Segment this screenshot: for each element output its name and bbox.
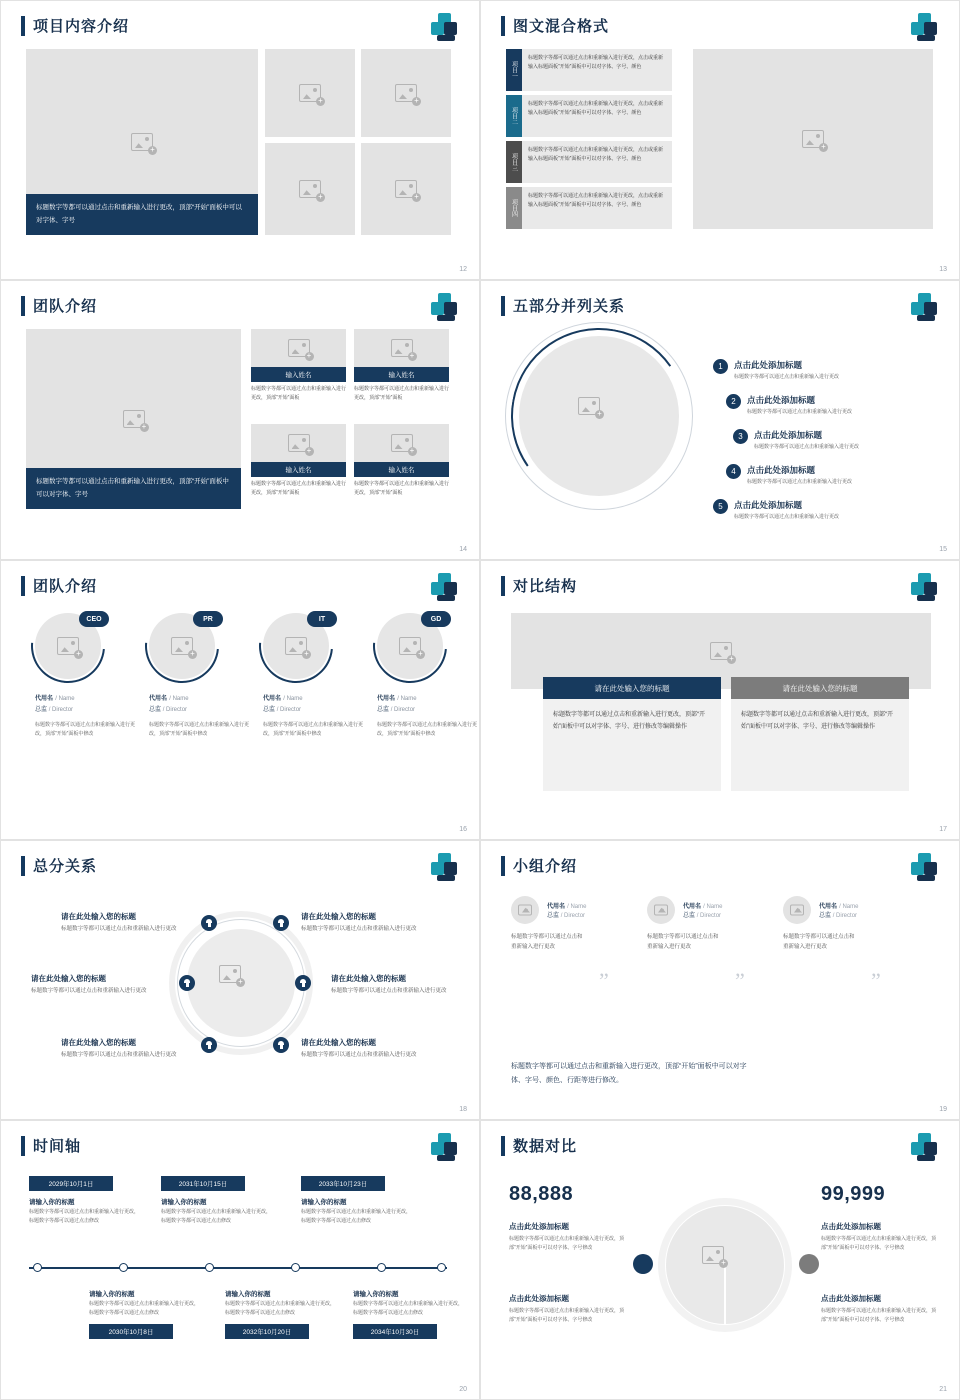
timeline-item-bottom[interactable] xyxy=(353,1289,465,1339)
main-image-placeholder[interactable] xyxy=(693,49,933,229)
row-text: 标题数字等都可以通过点击和重新输入进行更改，点击或重新输入标题面板“开始”面板中可以对字体、字号、颜色 xyxy=(522,187,672,229)
list-item[interactable] xyxy=(713,359,839,381)
member-desc: 标题数字等都可以通过点击和重新输入进行更改，顶部“开始”面板 xyxy=(354,481,450,496)
title-accent-bar xyxy=(501,856,505,876)
node-icon xyxy=(201,1037,217,1053)
slide-18[interactable] xyxy=(0,840,480,1120)
callout[interactable] xyxy=(31,973,151,997)
timeline-title: 请输入你的标题 xyxy=(89,1291,135,1298)
person-name: 代用名 / Name xyxy=(683,904,723,910)
timeline-title: 请输入你的标题 xyxy=(29,1199,75,1206)
thumb-image-2[interactable] xyxy=(361,49,451,137)
item-desc: 标题数字等都可以通过点击和重新输入进行更改 xyxy=(754,444,860,450)
brand-logo-icon xyxy=(911,1133,941,1163)
person-card[interactable] xyxy=(149,613,249,739)
avatar[interactable] xyxy=(647,896,675,924)
image-placeholder-icon: + xyxy=(285,637,307,655)
item-desc: 标题数字等都可以通过点击和重新输入进行更改，顶部“开始”面板中可以对字体、字号修改 xyxy=(509,1308,625,1323)
brand-logo-icon xyxy=(431,573,461,603)
slide-title: 五部分并列关系 xyxy=(501,295,625,316)
slide-title: 时间轴 xyxy=(21,1135,81,1156)
right-item-2[interactable] xyxy=(821,1293,941,1325)
team-card[interactable] xyxy=(251,424,346,498)
timeline-date: 2029年10月1日 xyxy=(29,1176,113,1191)
timeline-desc: 标题数字等都可以通过点击和重新输入进行更改，标题数字等都可以通过点击修改 xyxy=(29,1209,140,1224)
group-card[interactable] xyxy=(783,896,913,993)
left-stat xyxy=(509,1183,629,1206)
timeline-date: 2032年10月20日 xyxy=(225,1324,309,1339)
callout-title: 请在此处输入您的标题 xyxy=(331,974,406,983)
left-marker-icon xyxy=(633,1254,653,1274)
left-item-2[interactable] xyxy=(509,1293,629,1325)
content-box-right: 标题数字等都可以通过点击和重新输入进行更改，顶部“开始”面板中可以对字体、字号、进行修改等编辑操作 xyxy=(731,699,909,791)
right-item-1[interactable] xyxy=(821,1221,941,1253)
node-icon xyxy=(273,1037,289,1053)
person-role: 总监 / Director xyxy=(35,707,74,713)
list-item[interactable] xyxy=(713,499,839,521)
team-card[interactable] xyxy=(354,424,449,498)
image-placeholder-icon: + xyxy=(219,965,241,983)
item-title: 点击此处添加标题 xyxy=(747,395,816,405)
timeline-date: 2034年10月30日 xyxy=(353,1324,437,1339)
person-avatar[interactable] xyxy=(149,613,215,679)
image-placeholder-icon: + xyxy=(395,180,417,198)
person-name: 代用名 / Name xyxy=(819,904,859,910)
row-label: 项目二 xyxy=(506,95,522,137)
item-title: 点击此处添加标题 xyxy=(509,1222,569,1231)
card-desc: 标题数字等都可以通过点击和重新输入进行更改 xyxy=(647,934,719,951)
timeline-item-top[interactable] xyxy=(29,1176,139,1226)
group-card[interactable] xyxy=(511,896,641,993)
item-desc: 标题数字等都可以通过点击和重新输入进行更改 xyxy=(734,514,840,520)
item-desc: 标题数字等都可以通过点击和重新输入进行更改 xyxy=(747,479,853,485)
timeline-node xyxy=(437,1263,446,1272)
thumb-image-1[interactable] xyxy=(265,49,355,137)
page-number: 20 xyxy=(459,1386,467,1393)
slide-13[interactable] xyxy=(480,0,960,280)
timeline-node xyxy=(33,1263,42,1272)
title-accent-bar xyxy=(501,296,505,316)
timeline-item-bottom[interactable] xyxy=(89,1289,201,1339)
callout-desc: 标题数字等都可以通过点击和重新输入进行更改 xyxy=(61,926,177,932)
role-badge: GD xyxy=(421,611,451,627)
slide-12[interactable] xyxy=(0,0,480,280)
card-desc: 标题数字等都可以通过点击和重新输入进行更改 xyxy=(511,934,583,951)
person-avatar[interactable] xyxy=(263,613,329,679)
team-card[interactable] xyxy=(354,329,449,403)
main-caption: 标题数字等都可以通过点击和重新输入进行更改，顶部“开始”面板中可以对字体、字号 xyxy=(26,468,241,509)
list-item[interactable] xyxy=(733,429,859,451)
timeline-item-bottom[interactable] xyxy=(225,1289,337,1339)
item-desc: 标题数字等都可以通过点击和重新输入进行更改，顶部“开始”面板中可以对字体、字号修改 xyxy=(821,1308,937,1323)
person-card[interactable] xyxy=(35,613,135,739)
list-item[interactable] xyxy=(726,464,852,486)
callout-desc: 标题数字等都可以通过点击和重新输入进行更改 xyxy=(61,1052,177,1058)
image-placeholder-icon: + xyxy=(702,1246,724,1264)
main-image-placeholder[interactable] xyxy=(26,49,258,235)
image-placeholder-icon xyxy=(790,905,804,916)
left-number: 88,888 xyxy=(509,1183,574,1205)
page-number: 17 xyxy=(939,826,947,833)
brand-logo-icon xyxy=(431,293,461,323)
image-placeholder-icon: + xyxy=(57,637,79,655)
slide-title: 数据对比 xyxy=(501,1135,577,1156)
person-name: 代用名 / Name xyxy=(35,696,75,702)
right-marker-icon xyxy=(799,1254,819,1274)
row-text: 标题数字等都可以通过点击和重新输入进行更改，点击或重新输入标题面板“开始”面板中可以对字体、字号、颜色 xyxy=(522,95,672,137)
callout-desc: 标题数字等都可以通过点击和重新输入进行更改 xyxy=(301,1052,417,1058)
thumb-image-3[interactable] xyxy=(265,143,355,235)
person-desc: 标题数字等都可以通过点击和重新输入进行更改，顶部“开始”面板中修改 xyxy=(35,722,136,737)
person-name: 代用名 / Name xyxy=(377,696,417,702)
row-label: 项目四 xyxy=(506,187,522,229)
title-accent-bar xyxy=(21,16,25,36)
slide-title: 团队介绍 xyxy=(21,295,97,316)
content-box-left: 标题数字等都可以通过点击和重新输入进行更改，顶部“开始”面板中可以对字体、字号、进行修改等编辑操作 xyxy=(543,699,721,791)
slide-14[interactable] xyxy=(0,280,480,560)
item-title: 点击此处添加标题 xyxy=(754,430,823,440)
member-name: 输入姓名 xyxy=(354,367,449,382)
callout-title: 请在此处输入您的标题 xyxy=(301,1038,376,1047)
timeline-node xyxy=(377,1263,386,1272)
timeline-node xyxy=(291,1263,300,1272)
person-desc: 标题数字等都可以通过点击和重新输入进行更改，顶部“开始”面板中修改 xyxy=(149,722,250,737)
list-item[interactable] xyxy=(506,95,672,137)
person-name: 代用名 / Name xyxy=(547,904,587,910)
timeline-item-top[interactable] xyxy=(301,1176,411,1226)
avatar[interactable] xyxy=(511,896,539,924)
person-avatar[interactable] xyxy=(377,613,443,679)
quote-icon: ” xyxy=(599,968,609,993)
title-accent-bar xyxy=(501,1136,505,1156)
right-stat xyxy=(821,1183,941,1206)
person-card[interactable] xyxy=(263,613,363,739)
tab-right[interactable]: 请在此处输入您的标题 xyxy=(731,677,909,699)
person-role: 总监 / Director xyxy=(263,707,302,713)
item-desc: 标题数字等都可以通过点击和重新输入进行更改 xyxy=(734,374,840,380)
node-icon xyxy=(201,915,217,931)
image-placeholder-icon: + xyxy=(710,642,732,660)
page-number: 13 xyxy=(939,266,947,273)
node-icon xyxy=(295,975,311,991)
item-desc: 标题数字等都可以通过点击和重新输入进行更改，顶部“开始”面板中可以对字体、字号修改 xyxy=(509,1236,625,1251)
node-icon xyxy=(179,975,195,991)
role-badge: PR xyxy=(193,611,223,627)
member-desc: 标题数字等都可以通过点击和重新输入进行更改，顶部“开始”面板 xyxy=(251,386,347,401)
row-text: 标题数字等都可以通过点击和重新输入进行更改，点击或重新输入标题面板“开始”面板中可以对字体、字号、颜色 xyxy=(522,49,672,91)
image-placeholder-icon xyxy=(518,905,532,916)
main-caption: 标题数字等都可以通过点击和重新输入进行更改，顶部“开始”面板中可以对字体、字号 xyxy=(26,194,258,235)
page-number: 19 xyxy=(939,1106,947,1113)
person-name: 代用名 / Name xyxy=(263,696,303,702)
callout[interactable] xyxy=(61,911,181,935)
card-desc: 标题数字等都可以通过点击和重新输入进行更改 xyxy=(783,934,855,951)
item-title: 点击此处添加标题 xyxy=(734,500,803,510)
row-text: 标题数字等都可以通过点击和重新输入进行更改，点击或重新输入标题面板“开始”面板中可以对字体、字号、颜色 xyxy=(522,141,672,183)
item-title: 点击此处添加标题 xyxy=(734,360,803,370)
slide-21[interactable] xyxy=(480,1120,960,1400)
timeline-title: 请输入你的标题 xyxy=(225,1291,271,1298)
timeline-title: 请输入你的标题 xyxy=(301,1199,347,1206)
quote-icon: ” xyxy=(735,968,745,993)
member-desc: 标题数字等都可以通过点击和重新输入进行更改，顶部“开始”面板 xyxy=(354,386,450,401)
item-title: 点击此处添加标题 xyxy=(509,1294,569,1303)
title-accent-bar xyxy=(21,576,25,596)
page-number: 12 xyxy=(459,266,467,273)
member-photo[interactable] xyxy=(354,329,449,367)
list-item[interactable] xyxy=(506,49,672,91)
person-desc: 标题数字等都可以通过点击和重新输入进行更改，顶部“开始”面板中修改 xyxy=(377,722,478,737)
role-badge: CEO xyxy=(79,611,109,627)
page-number: 14 xyxy=(459,546,467,553)
item-desc: 标题数字等都可以通过点击和重新输入进行更改，顶部“开始”面板中可以对字体、字号修改 xyxy=(821,1236,937,1251)
brand-logo-icon xyxy=(431,1133,461,1163)
item-title: 点击此处添加标题 xyxy=(747,465,816,475)
timeline-date: 2033年10月23日 xyxy=(301,1176,385,1191)
callout-title: 请在此处输入您的标题 xyxy=(61,1038,136,1047)
callout-desc: 标题数字等都可以通过点击和重新输入进行更改 xyxy=(31,988,147,994)
slide-17[interactable] xyxy=(480,560,960,840)
row-label: 项目一 xyxy=(506,49,522,91)
person-name: 代用名 / Name xyxy=(149,696,189,702)
team-card[interactable] xyxy=(251,329,346,403)
page-number: 21 xyxy=(939,1386,947,1393)
item-title: 点击此处添加标题 xyxy=(821,1294,881,1303)
timeline-item-top[interactable] xyxy=(161,1176,271,1226)
image-placeholder-icon: + xyxy=(802,130,824,148)
person-role: 总监 / Director xyxy=(377,707,416,713)
image-placeholder-icon xyxy=(654,905,668,916)
image-placeholder-icon: + xyxy=(395,84,417,102)
image-placeholder-icon: + xyxy=(391,339,413,357)
timeline-date: 2031年10月15日 xyxy=(161,1176,245,1191)
image-placeholder-icon: + xyxy=(299,84,321,102)
image-placeholder-icon: + xyxy=(391,434,413,452)
callout-title: 请在此处输入您的标题 xyxy=(301,912,376,921)
list-item[interactable] xyxy=(726,394,852,416)
member-photo[interactable] xyxy=(251,424,346,462)
step-number: 1 xyxy=(713,359,728,374)
footer-text: 标题数字等都可以通过点击和重新输入进行更改，顶部“开始”面板中可以对字体、字号、颜色、行距等进行修改。 xyxy=(511,1062,747,1085)
row-label: 项目三 xyxy=(506,141,522,183)
left-item-1[interactable] xyxy=(509,1221,629,1253)
callout-desc: 标题数字等都可以通过点击和重新输入进行更改 xyxy=(301,926,417,932)
item-desc: 标题数字等都可以通过点击和重新输入进行更改 xyxy=(747,409,853,415)
image-placeholder-icon: + xyxy=(578,397,600,415)
group-card[interactable] xyxy=(647,896,777,993)
member-name: 输入姓名 xyxy=(251,462,346,477)
member-name: 输入姓名 xyxy=(251,367,346,382)
right-number: 99,999 xyxy=(821,1183,886,1205)
timeline-node xyxy=(205,1263,214,1272)
brand-logo-icon xyxy=(911,13,941,43)
thumb-image-4[interactable] xyxy=(361,143,451,235)
title-accent-bar xyxy=(501,16,505,36)
timeline-desc: 标题数字等都可以通过点击和重新输入进行更改，标题数字等都可以通过点击修改 xyxy=(353,1301,464,1316)
tab-left[interactable]: 请在此处输入您的标题 xyxy=(543,677,721,699)
person-desc: 标题数字等都可以通过点击和重新输入进行更改，顶部“开始”面板中修改 xyxy=(263,722,364,737)
image-placeholder-icon: + xyxy=(131,133,153,151)
title-accent-bar xyxy=(21,1136,25,1156)
callout[interactable] xyxy=(301,1037,421,1061)
slide-title: 小组介绍 xyxy=(501,855,577,876)
step-number: 5 xyxy=(713,499,728,514)
callout[interactable] xyxy=(61,1037,181,1061)
person-role: 总监 / Director xyxy=(149,707,188,713)
image-placeholder-icon: + xyxy=(288,339,310,357)
donut-divider xyxy=(724,1265,726,1324)
brand-logo-icon xyxy=(911,853,941,883)
avatar[interactable] xyxy=(783,896,811,924)
role-badge: IT xyxy=(307,611,337,627)
list-item[interactable] xyxy=(506,141,672,183)
brand-logo-icon xyxy=(431,13,461,43)
member-name: 输入姓名 xyxy=(354,462,449,477)
slide-20[interactable] xyxy=(0,1120,480,1400)
brand-logo-icon xyxy=(431,853,461,883)
timeline-node xyxy=(119,1263,128,1272)
callout-desc: 标题数字等都可以通过点击和重新输入进行更改 xyxy=(331,988,447,994)
person-role: 总监 / Director xyxy=(547,913,586,919)
brand-logo-icon xyxy=(911,573,941,603)
page-number: 18 xyxy=(459,1106,467,1113)
image-placeholder-icon: + xyxy=(299,180,321,198)
person-card[interactable] xyxy=(377,613,477,739)
callout-title: 请在此处输入您的标题 xyxy=(31,974,106,983)
member-photo[interactable] xyxy=(354,424,449,462)
step-number: 4 xyxy=(726,464,741,479)
image-placeholder-icon: + xyxy=(399,637,421,655)
node-icon xyxy=(273,915,289,931)
main-image-placeholder[interactable] xyxy=(26,329,241,509)
member-desc: 标题数字等都可以通过点击和重新输入进行更改，顶部“开始”面板 xyxy=(251,481,347,496)
timeline-desc: 标题数字等都可以通过点击和重新输入进行更改，标题数字等都可以通过点击修改 xyxy=(89,1301,200,1316)
timeline-desc: 标题数字等都可以通过点击和重新输入进行更改，标题数字等都可以通过点击修改 xyxy=(301,1209,412,1224)
timeline-date: 2030年10月8日 xyxy=(89,1324,173,1339)
slide-15[interactable] xyxy=(480,280,960,560)
timeline-desc: 标题数字等都可以通过点击和重新输入进行更改，标题数字等都可以通过点击修改 xyxy=(161,1209,272,1224)
timeline-desc: 标题数字等都可以通过点击和重新输入进行更改，标题数字等都可以通过点击修改 xyxy=(225,1301,336,1316)
slide-title: 团队介绍 xyxy=(21,575,97,596)
image-placeholder-icon: + xyxy=(171,637,193,655)
person-role: 总监 / Director xyxy=(819,913,858,919)
title-accent-bar xyxy=(21,296,25,316)
brand-logo-icon xyxy=(911,293,941,323)
slide-title: 项目内容介绍 xyxy=(21,15,129,36)
image-placeholder-icon: + xyxy=(123,410,145,428)
slide-title: 图文混合格式 xyxy=(501,15,609,36)
image-placeholder-icon: + xyxy=(288,434,310,452)
list-item[interactable] xyxy=(506,187,672,229)
person-avatar[interactable] xyxy=(35,613,101,679)
title-accent-bar xyxy=(21,856,25,876)
callout-title: 请在此处输入您的标题 xyxy=(61,912,136,921)
callout[interactable] xyxy=(331,973,451,997)
timeline-title: 请输入你的标题 xyxy=(353,1291,399,1298)
step-number: 3 xyxy=(733,429,748,444)
member-photo[interactable] xyxy=(251,329,346,367)
slide-title: 对比结构 xyxy=(501,575,577,596)
title-accent-bar xyxy=(501,576,505,596)
slide-title: 总分关系 xyxy=(21,855,97,876)
step-number: 2 xyxy=(726,394,741,409)
callout[interactable] xyxy=(301,911,421,935)
item-title: 点击此处添加标题 xyxy=(821,1222,881,1231)
slide-16[interactable] xyxy=(0,560,480,840)
slide-19[interactable] xyxy=(480,840,960,1120)
page-number: 16 xyxy=(459,826,467,833)
quote-icon: ” xyxy=(871,968,881,993)
page-number: 15 xyxy=(939,546,947,553)
person-role: 总监 / Director xyxy=(683,913,722,919)
timeline-title: 请输入你的标题 xyxy=(161,1199,207,1206)
